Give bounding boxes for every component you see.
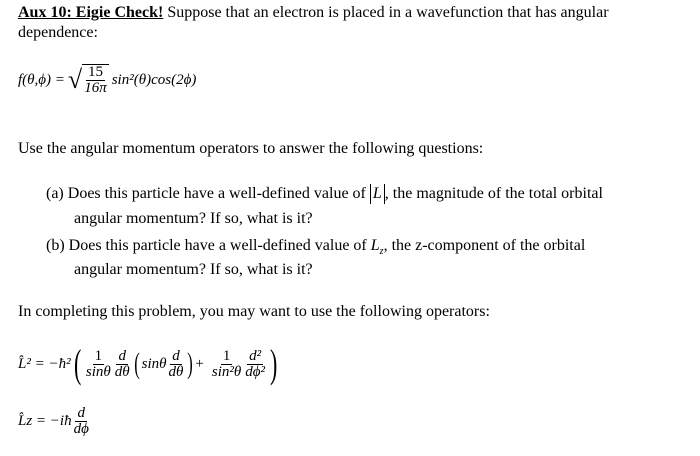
frac-5: $\frac{\text{d²}}{\text{dϕ²}}$ — [245, 347, 266, 380]
question-a-symbol: L — [370, 184, 385, 204]
sqrt-sign: √ — [67, 65, 83, 94]
question-b-symbol: L — [370, 237, 380, 254]
right-paren-inner: ) — [187, 347, 194, 380]
frac-1: $\frac{1}{\sin\theta}$ — [85, 347, 111, 380]
frac-3: $\frac{d}{d\theta}$ — [168, 347, 184, 380]
question-b-line2: angular momentum? If so, what is it? — [74, 261, 313, 278]
intro-line2: dependence: — [18, 24, 98, 41]
left-paren-outer: ( — [73, 341, 81, 386]
sqrt-denominator: 16π — [84, 80, 107, 96]
right-paren-outer: ) — [270, 341, 278, 386]
intro-paragraph — [18, 2, 609, 24]
problem-title: Aux 10: Eigie Check! — [18, 4, 164, 21]
intro-text: Suppose that an electron is placed in a wavefunction that has angular — [163, 4, 609, 21]
completing-text: In completing this problem, you may want to use the following operators: — [18, 303, 490, 320]
question-b-label: (b) — [46, 237, 65, 254]
plus-sign: + — [195, 355, 204, 372]
sqrt-numerator: 15 — [87, 64, 103, 80]
frac-2: $\frac{d}{d\theta}$ — [114, 347, 130, 380]
l-squared-operator — [18, 341, 280, 386]
question-a-text: Does this particle have a well-defined value of — [67, 185, 370, 202]
question-a-text-end: , the magnitude of the total orbital — [384, 185, 603, 202]
left-paren-inner: ( — [133, 347, 140, 380]
lz-operator — [18, 406, 91, 437]
question-b-text: Does this particle have a well-defined value of — [68, 237, 371, 254]
question-b-text-end: , the z-component of the orbital — [383, 237, 586, 254]
wavefunction-lhs: f(θ,ϕ) = — [18, 71, 65, 88]
instruction-text: Use the angular momentum operators to answer the following questions: — [18, 140, 484, 157]
question-a-line2: angular momentum? If so, what is it? — [74, 210, 313, 227]
frac-4: $\frac{1}{\text{sin²θ}}$ — [211, 347, 242, 380]
frac-6: $\frac{d}{d\phi}$ — [73, 405, 89, 437]
lz-lhs: L̂z = −iħ — [18, 413, 72, 429]
sqrt-fraction — [82, 64, 109, 96]
l2-lhs: L̂² = −ħ² — [18, 355, 71, 372]
question-b-subscript: z — [379, 246, 384, 258]
wavefunction-rhs: sin²(θ)cos(2ϕ) — [111, 71, 197, 88]
question-a — [46, 183, 603, 205]
wavefunction-equation — [18, 64, 196, 96]
question-a-label: (a) — [46, 185, 64, 202]
sin-theta: sinθ — [141, 355, 167, 372]
